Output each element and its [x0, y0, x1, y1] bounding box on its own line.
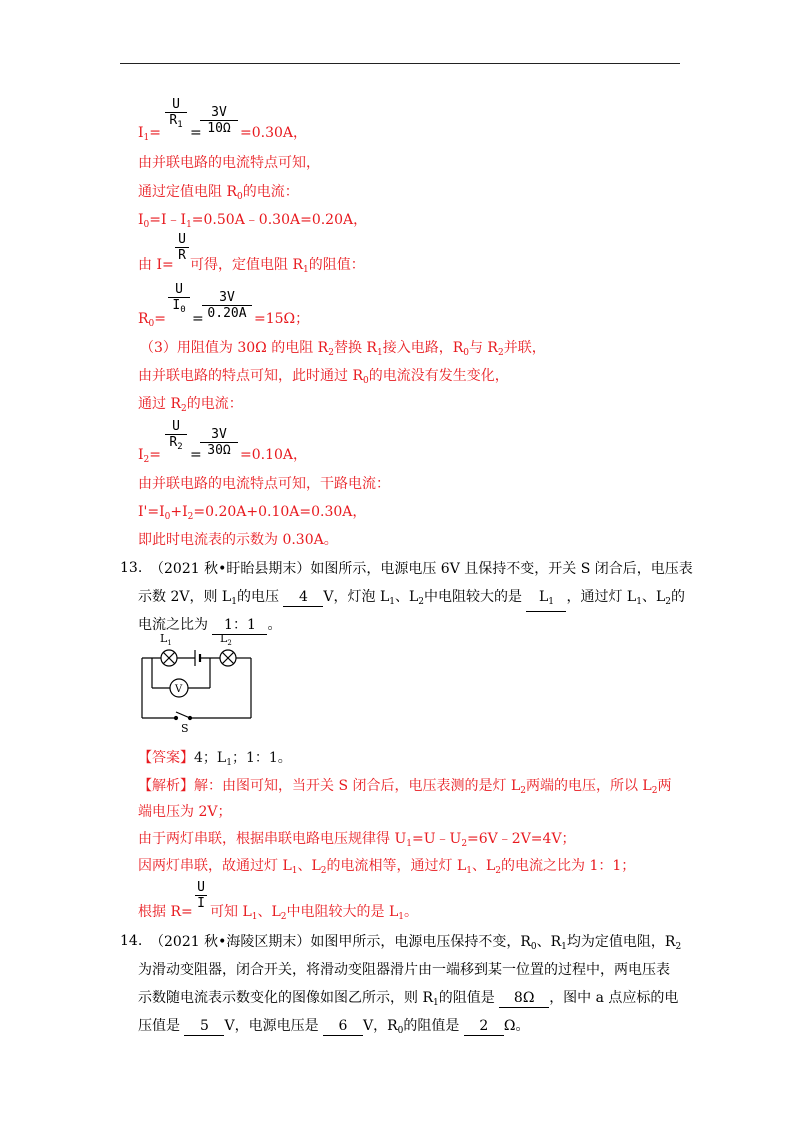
- ohm-law-line: 由 I=: [138, 257, 174, 273]
- fraction-3v-over-10ohm: $\frac{3V}{10\Omega}$: [200, 105, 238, 136]
- q13-text-line: 电流之比为 1：1 。: [138, 617, 282, 633]
- q14-text-line: 压值是 5 V，电源电压是 6 V，$R_0$的阻值是 2 Ω。: [138, 1018, 530, 1036]
- label-l1: $L_1$: [160, 632, 172, 647]
- q13-answer: 【答案】4；$L_1$；1：1。: [138, 750, 292, 768]
- q13-text-line: 示数 2V，则 $L_1$的电压 4 V，灯泡 $L_1$、$L_2$中电阻较大的是 $L_1$ ，通过灯 $L_1$、$L_2$的: [138, 588, 685, 612]
- text-line: 即此时电流表的示数为 0.30A。: [138, 532, 338, 548]
- text-line: 由并联电路的电流特点可知，: [138, 155, 320, 171]
- r0-equation: $R_0=$: [138, 311, 167, 329]
- fraction-u-over-r1: $\frac{U}{R_1}$: [165, 97, 187, 133]
- q14-blank-3: 6: [323, 1017, 363, 1036]
- label-voltmeter: V: [175, 684, 183, 695]
- q14-blank-4: 2: [464, 1017, 504, 1036]
- answer-tag: 【答案】: [138, 750, 194, 766]
- q14-blank-2: 5: [184, 1017, 224, 1036]
- q14-blank-1: 8Ω: [499, 989, 549, 1008]
- question-14-number: 14.: [120, 933, 143, 949]
- q13-blank-1: 4: [283, 588, 323, 607]
- fraction-u-over-r2: $\frac{U}{R_2}$: [165, 419, 187, 455]
- i1-result: =0.30A，: [240, 125, 308, 141]
- analysis-tag: 【解析】: [138, 778, 194, 794]
- switch-icon: [176, 712, 190, 718]
- text-line: 通过 $R_2$的电流：: [138, 396, 243, 414]
- fraction-u-over-i0: $\frac{U}{I_0}$: [168, 282, 190, 318]
- q13-analysis-line: 根据 R=: [138, 904, 193, 920]
- fraction-3v-over-30ohm: $\frac{3V}{30\Omega}$: [200, 427, 238, 458]
- q14-text-line: 示数随电流表示数变化的图像如图乙所示，则 $R_1$的阻值是 8Ω ，图中 a 点应标的电: [138, 990, 679, 1008]
- i0-equation: $I_0=I﹣I_1=0.50A﹣0.30A=0.20A$，: [138, 212, 368, 230]
- label-l2: $L_2$: [220, 632, 232, 647]
- q14-text-line: （2021 秋•海陵区期末）如图甲所示，电源电压保持不变，$R_0$、$R_1$均为定值电阻，$R_2$: [150, 934, 682, 952]
- header-rule: [120, 63, 680, 64]
- fraction-u-over-i: $\frac{U}{I}$: [195, 880, 207, 911]
- q13-blank-3: 1：1: [212, 616, 267, 635]
- q3-line: （3）用阻值为 30Ω 的电阻 $R_2$替换 $R_1$接入电路，$R_0$与 $R_2$并联，: [140, 340, 546, 358]
- r0-result: =15Ω；: [254, 311, 310, 327]
- text-line: 由并联电路的特点可知，此时通过 $R_0$的电流没有发生变化，: [138, 368, 509, 386]
- q13-analysis-line: 因两灯串联，故通过灯 $L_1$、$L_2$的电流相等，通过灯 $L_1$、$L_2$的电流之比为 1：1；: [138, 858, 636, 876]
- question-13-number: 13.: [120, 560, 143, 576]
- fraction-3v-over-020a: $\frac{3V}{0.20A}$: [202, 290, 252, 321]
- series-circuit-diagram: [138, 628, 258, 736]
- text-line: 通过定值电阻 $R_0$的电流：: [138, 184, 299, 202]
- fraction-u-over-r: $\frac{U}{R}$: [175, 232, 189, 263]
- label-switch: S: [181, 722, 189, 735]
- q13-text-line: （2021 秋•盱眙县期末）如图所示，电源电压 6V 且保持不变，开关 S 闭合后，电压表: [150, 561, 693, 577]
- q13-blank-2: $L_1$: [526, 588, 566, 612]
- text-line: 由并联电路的电流特点可知，干路电流：: [138, 476, 390, 492]
- iprime-equation: $I'=I_0+I_2=0.20A+0.10A=0.30A$，: [138, 504, 367, 522]
- q13-analysis-line: 由于两灯串联，根据串联电路电压规律得 $U_1=U﹣U_2=6V﹣2V=4V$；: [138, 831, 576, 849]
- q13-analysis-line: 【解析】解：由图可知，当开关 S 闭合后，电压表测的是灯 $L_2$两端的电压，所以 $L_2$两: [138, 778, 672, 796]
- q14-text-line: 为滑动变阻器，闭合开关，将滑动变阻器滑片由一端移到某一位置的过程中，两电压表: [138, 962, 670, 978]
- i1-symbol: I: [138, 125, 144, 141]
- i1-equation: $I_1=$: [138, 125, 161, 143]
- i2-result: =0.10A，: [240, 447, 308, 463]
- i2-equation: $I_2=$: [138, 447, 161, 465]
- q13-analysis-line: 端电压为 2V；: [138, 804, 232, 820]
